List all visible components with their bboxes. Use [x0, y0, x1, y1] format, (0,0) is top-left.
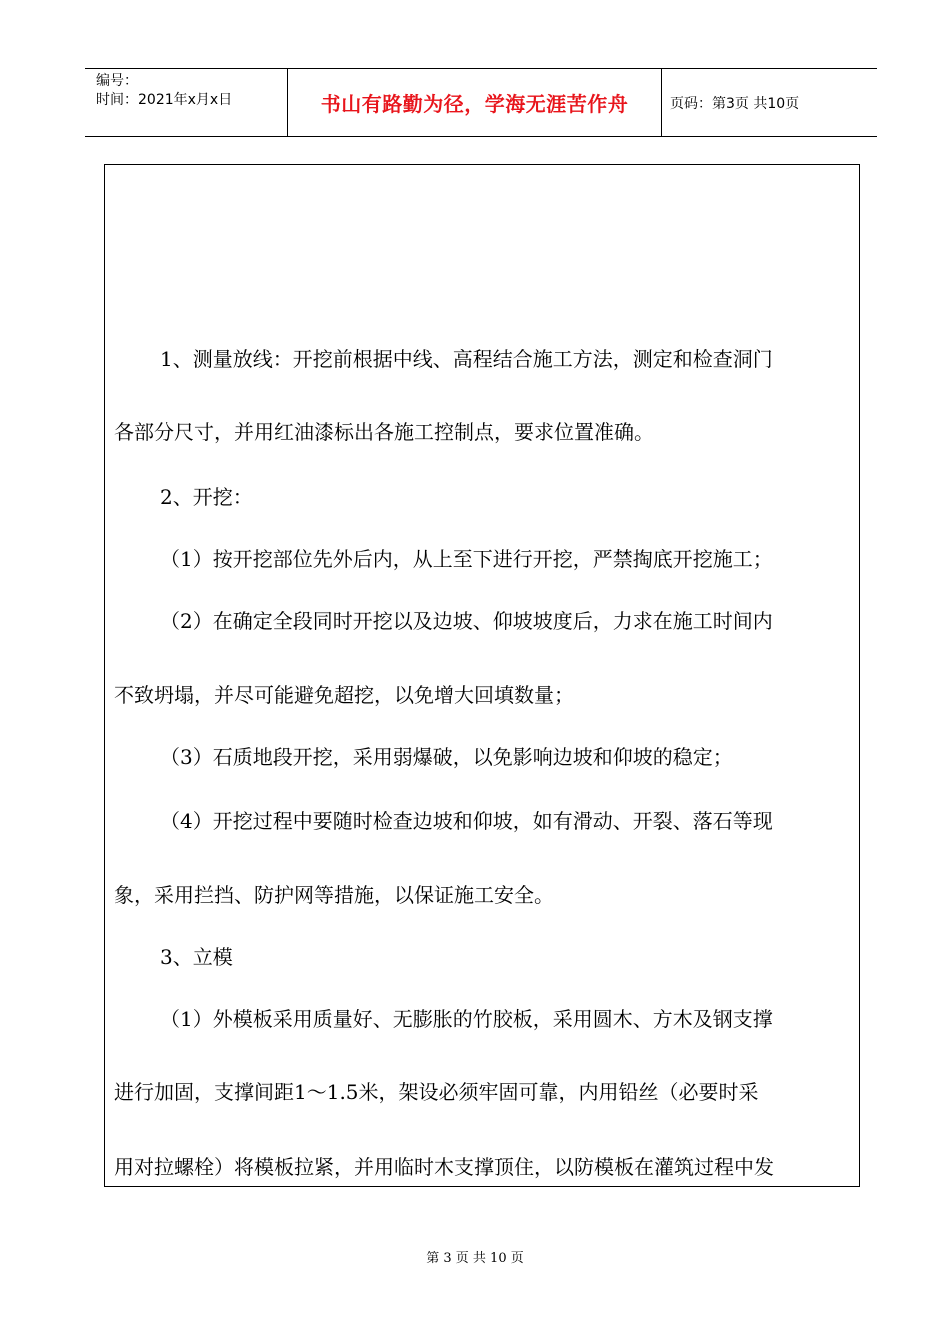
body-line-1: 1、测量放线：开挖前根据中线、高程结合施工方法，测定和检查洞门 — [160, 347, 773, 371]
body-line-9: 象，采用拦挡、防护网等措施，以保证施工安全。 — [114, 883, 554, 907]
header-page-cell — [662, 69, 877, 136]
serial-number-label: 编号： — [96, 73, 138, 89]
body-line-4: （1）按开挖部位先外后内，从上至下进行开挖，严禁掏底开挖施工； — [160, 547, 773, 571]
body-line-12: 进行加固，支撑间距1～1.5米，架设必须牢固可靠，内用铅丝（必要时采 — [114, 1080, 759, 1104]
page-header — [85, 68, 877, 137]
header-meta-cell — [85, 69, 288, 136]
page-footer: 第 3 页 共 10 页 — [426, 1251, 524, 1266]
header-motto-cell — [288, 69, 662, 136]
content-box — [104, 164, 860, 1187]
body-line-2: 各部分尺寸，并用红油漆标出各施工控制点，要求位置准确。 — [114, 420, 654, 444]
body-line-11: （1）外模板采用质量好、无膨胀的竹胶板，采用圆木、方木及钢支撑 — [160, 1007, 773, 1031]
date-label: 时间：2021年x月x日 — [96, 92, 233, 108]
body-line-8: （4）开挖过程中要随时检查边坡和仰坡，如有滑动、开裂、落石等现 — [160, 809, 773, 833]
motto-text: 书山有路勤为径，学海无涯苦作舟 — [320, 92, 629, 116]
section-heading-excavation: 2、开挖： — [160, 485, 253, 509]
body-line-6: 不致坍塌，并尽可能避免超挖，以免增大回填数量； — [114, 683, 574, 707]
body-line-13: 用对拉螺栓）将模板拉紧，并用临时木支撑顶住，以防模板在灌筑过程中发 — [114, 1155, 774, 1179]
body-line-7: （3）石质地段开挖，采用弱爆破，以免影响边坡和仰坡的稳定； — [160, 745, 733, 769]
body-line-5: （2）在确定全段同时开挖以及边坡、仰坡坡度后，力求在施工时间内 — [160, 609, 773, 633]
header-page-number: 页码：第3页 共10页 — [670, 95, 800, 112]
section-heading-formwork: 3、立模 — [160, 945, 233, 969]
